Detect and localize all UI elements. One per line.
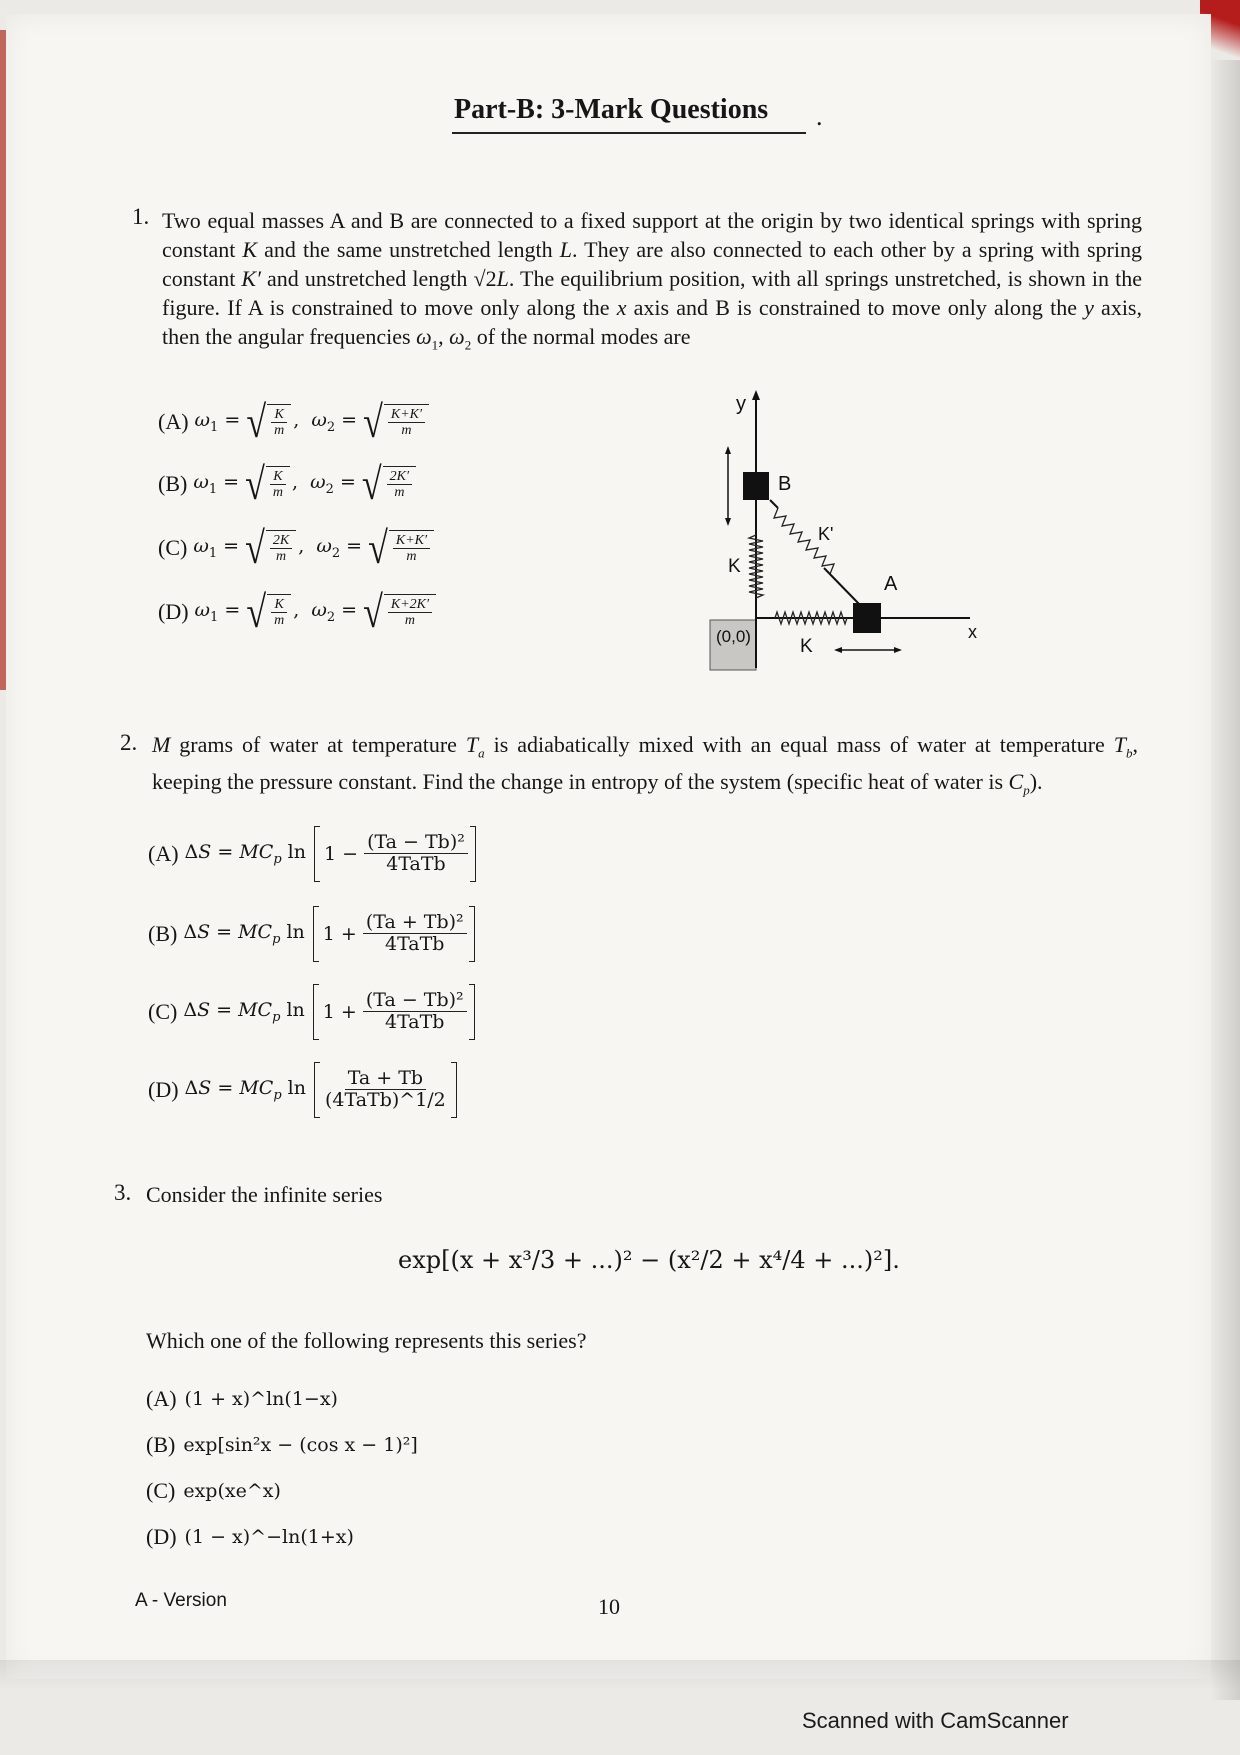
question-3-prompt: Which one of the following represents this series?	[146, 1328, 587, 1353]
page-bottom-shadow	[0, 1660, 1240, 1690]
figure-b-label: B	[778, 473, 792, 495]
question-3-option-d[interactable]: (D) (1 − x)^−ln(1+x)	[146, 1524, 354, 1549]
question-2-option-c[interactable]: (C) $\Delta S = MC_p$ ln 1 + $\frac{\text{(Ta − Tb)²}}{\text{4TaTb}}$	[148, 984, 475, 1040]
figure-a-label: A	[884, 573, 898, 595]
mass-a	[853, 603, 881, 633]
question-2-option-b[interactable]: (B) $\Delta S = MC_p$ ln 1 + $\frac{\text{(Ta + Tb)²}}{\text{4TaTb}}$	[148, 906, 475, 962]
mass-b	[743, 472, 769, 500]
figure-kprime-label: K'	[818, 524, 834, 544]
question-2-option-d[interactable]: (D) $\Delta S = MC_p$ ln $\frac{Ta + Tb}{\text{(4TaTb)\textasciicircum{}1/2}}$	[148, 1062, 457, 1118]
question-1-option-c[interactable]: (C) $\omega_1$ = √ $\frac{2K}{m}$ , $\omega_2$ = √ $\frac{K+K'}{m}$	[158, 530, 436, 566]
title-dot: .	[816, 102, 823, 131]
figure-k-bottom-label: K	[800, 636, 813, 657]
question-2-option-a[interactable]: (A) $\Delta S = MC_p$ ln 1 − $\frac{\text{(Ta − Tb)²}}{\text{4TaTb}}$	[148, 826, 476, 882]
footer-version: A - Version	[135, 1590, 227, 1611]
figure-y-label: y	[736, 393, 746, 415]
y-axis-arrow-icon	[752, 390, 760, 400]
question-3-text: Consider the infinite series	[146, 1182, 383, 1207]
a-arrow-left-icon	[834, 647, 842, 653]
figure-x-label: x	[968, 622, 977, 642]
page-edge-right-shadow	[1210, 60, 1240, 1700]
question-3-option-b[interactable]: (B) exp[sin²x − (cos x − 1)²]	[146, 1432, 418, 1457]
page-number: 10	[598, 1594, 620, 1619]
question-1-option-d[interactable]: (D) $\omega_1$ = √ $\frac{K}{m}$ , $\omega_2$ = √ $\frac{K+2K'}{m}$	[158, 594, 438, 630]
a-connector	[824, 568, 860, 605]
b-arrow-down-icon	[725, 518, 731, 526]
question-1-figure	[700, 390, 990, 680]
page-title: Part-B: 3-Mark Questions	[452, 94, 806, 134]
figure-origin-label: (0,0)	[716, 627, 751, 646]
question-1-text: Two equal masses A and B are connected to a fixed support at the origin by two identical springs with spring constant K and the same unstretched length L. They are also connected to each other by a spring with spring constant K′ and unstretched length √2L. The equilibrium position, with all springs unstretched, is shown in the figure. If A is constrained to move only along the x axis and B is constrained to move only along the y axis, then the angular frequencies $\omega_1$, $\omega_2$ of the normal modes are	[162, 208, 1142, 353]
question-2-text: M grams of water at temperature $T_a$ is adiabatically mixed with an equal mass of water at temperature $T_b$, keeping the pressure constant. Find the change in entropy of the system (specific heat of water is $C_p$).	[152, 732, 1138, 798]
scanner-watermark: Scanned with CamScanner	[802, 1708, 1069, 1733]
b-connector	[770, 500, 778, 508]
question-2-number: 2.	[120, 730, 138, 755]
question-1-option-b[interactable]: (B) $\omega_1$ = √ $\frac{K}{m}$ , $\omega_2$ = √ $\frac{2K'}{m}$	[158, 466, 418, 502]
b-arrow-up-icon	[725, 446, 731, 454]
question-1-option-a[interactable]: (A) $\omega_1$ = √ $\frac{K}{m}$ , $\omega_2$ = √ $\frac{K+K'}{m}$	[158, 404, 431, 440]
a-arrow-right-icon	[894, 647, 902, 653]
figure-k-left-label: K	[728, 556, 741, 577]
question-3-number: 3.	[114, 1180, 132, 1205]
question-3-option-c[interactable]: (C) exp(xe^x)	[146, 1478, 281, 1503]
question-3-series: exp[(x + x³/3 + ...)² − (x²/2 + x⁴/4 + ...)²].	[398, 1246, 900, 1274]
question-3-option-a[interactable]: (A) (1 + x)^ln(1−x)	[146, 1386, 338, 1411]
question-1-number: 1.	[132, 204, 150, 229]
